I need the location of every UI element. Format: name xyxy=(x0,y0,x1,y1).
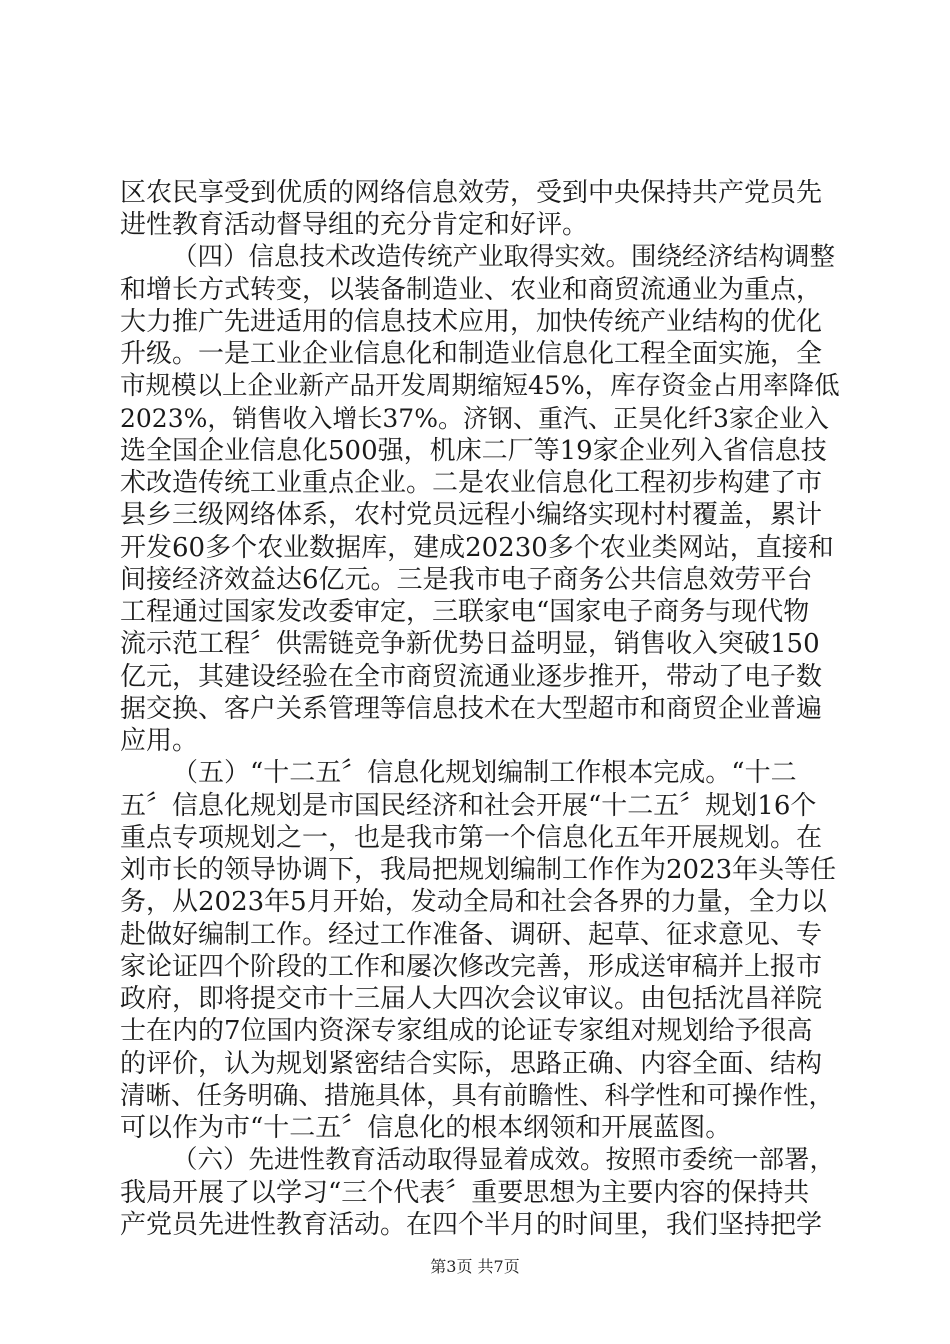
text-line-32: 我局开展了以学习“三个代表〞重要思想为主要内容的保持共 xyxy=(120,1178,810,1208)
text-line-17: 据交换、客户关系管理等信息技术在大型超市和商贸企业普遍 xyxy=(120,694,823,724)
text-line-27: 士在内的7位国内资深专家组成的论证专家组对规划给予很高 xyxy=(120,1016,813,1046)
text-line-20: 五〞信息化规划是市国民经济和社会开展“十二五〞规划16个 xyxy=(120,791,817,821)
text-line-21: 重点专项规划之一，也是我市第一个信息化五年开展规划。在 xyxy=(120,823,823,853)
text-line-18: 应用。 xyxy=(120,726,199,756)
text-line-15: 流示范工程〞供需链竞争新优势日益明显，销售收入突破150 xyxy=(120,629,820,659)
text-line-12: 开发60多个农业数据库，建成20230多个农业类网站，直接和 xyxy=(120,533,834,563)
text-line-9: 选全国企业信息化500强，机床二厂等19家企业列入省信息技 xyxy=(120,436,827,466)
text-line-11: 县乡三级网络体系，农村党员远程小编络实现村村覆盖，累计 xyxy=(120,500,823,530)
text-line-2: 进性教育活动督导组的充分肯定和好评。 xyxy=(120,210,589,240)
text-line-5: 大力推广先进适用的信息技术应用，加快传统产业结构的优化 xyxy=(120,307,823,337)
text-line-30: 可以作为市“十二五〞信息化的根本纲领和开展蓝图。 xyxy=(120,1113,732,1143)
text-line-6: 升级。一是工业企业信息化和制造业信息化工程全面实施，全 xyxy=(120,339,823,369)
text-line-4: 和增长方式转变，以装备制造业、农业和商贸流通业为重点， xyxy=(120,275,823,305)
text-line-33: 产党员先进性教育活动。在四个半月的时间里，我们坚持把学 xyxy=(120,1210,823,1240)
page-footer: 第3页 共7页 xyxy=(430,1257,520,1276)
text-line-29: 清晰、任务明确、措施具体，具有前瞻性、科学性和可操作性， xyxy=(120,1081,835,1111)
text-line-10: 术改造传统工业重点企业。二是农业信息化工程初步构建了市 xyxy=(120,468,823,498)
section-6-heading-line: （六）先进性教育活动取得显着成效。按照市委统一部署， xyxy=(172,1145,836,1175)
text-line-1: 区农民享受到优质的网络信息效劳，受到中央保持共产党员先 xyxy=(120,178,823,208)
text-line-24: 赴做好编制工作。经过工作准备、调研、起草、征求意见、专 xyxy=(120,920,823,950)
text-line-22: 刘市长的领导协调下，我局把规划编制工作作为2023年头等任 xyxy=(120,855,837,885)
text-line-13: 间接经济效益达6亿元。三是我市电子商务公共信息效劳平台 xyxy=(120,565,813,595)
text-line-16: 亿元，其建设经验在全市商贸流通业逐步推开，带动了电子数 xyxy=(120,662,823,692)
section-5-heading-line: （五）“十二五〞信息化规划编制工作根本完成。“十二 xyxy=(172,758,797,788)
text-line-7: 市规模以上企业新产品开发周期缩短45%，库存资金占用率降低 xyxy=(120,371,840,401)
text-line-26: 政府，即将提交市十三届人大四次会议审议。由包括沈昌祥院 xyxy=(120,984,823,1014)
text-line-25: 家论证四个阶段的工作和屡次修改完善，形成送审稿并上报市 xyxy=(120,952,823,982)
text-line-14: 工程通过国家发改委审定，三联家电“国家电子商务与现代物 xyxy=(120,597,810,627)
section-4-heading-line: （四）信息技术改造传统产业取得实效。围绕经济结构调整 xyxy=(172,242,836,272)
text-line-23: 务，从2023年5月开始，发动全局和社会各界的力量，全力以 xyxy=(120,887,827,917)
text-line-8: 2023%，销售收入增长37%。济钢、重汽、正昊化纤3家企业入 xyxy=(120,404,829,433)
text-line-28: 的评价，认为规划紧密结合实际，思路正确、内容全面、结构 xyxy=(120,1049,823,1079)
